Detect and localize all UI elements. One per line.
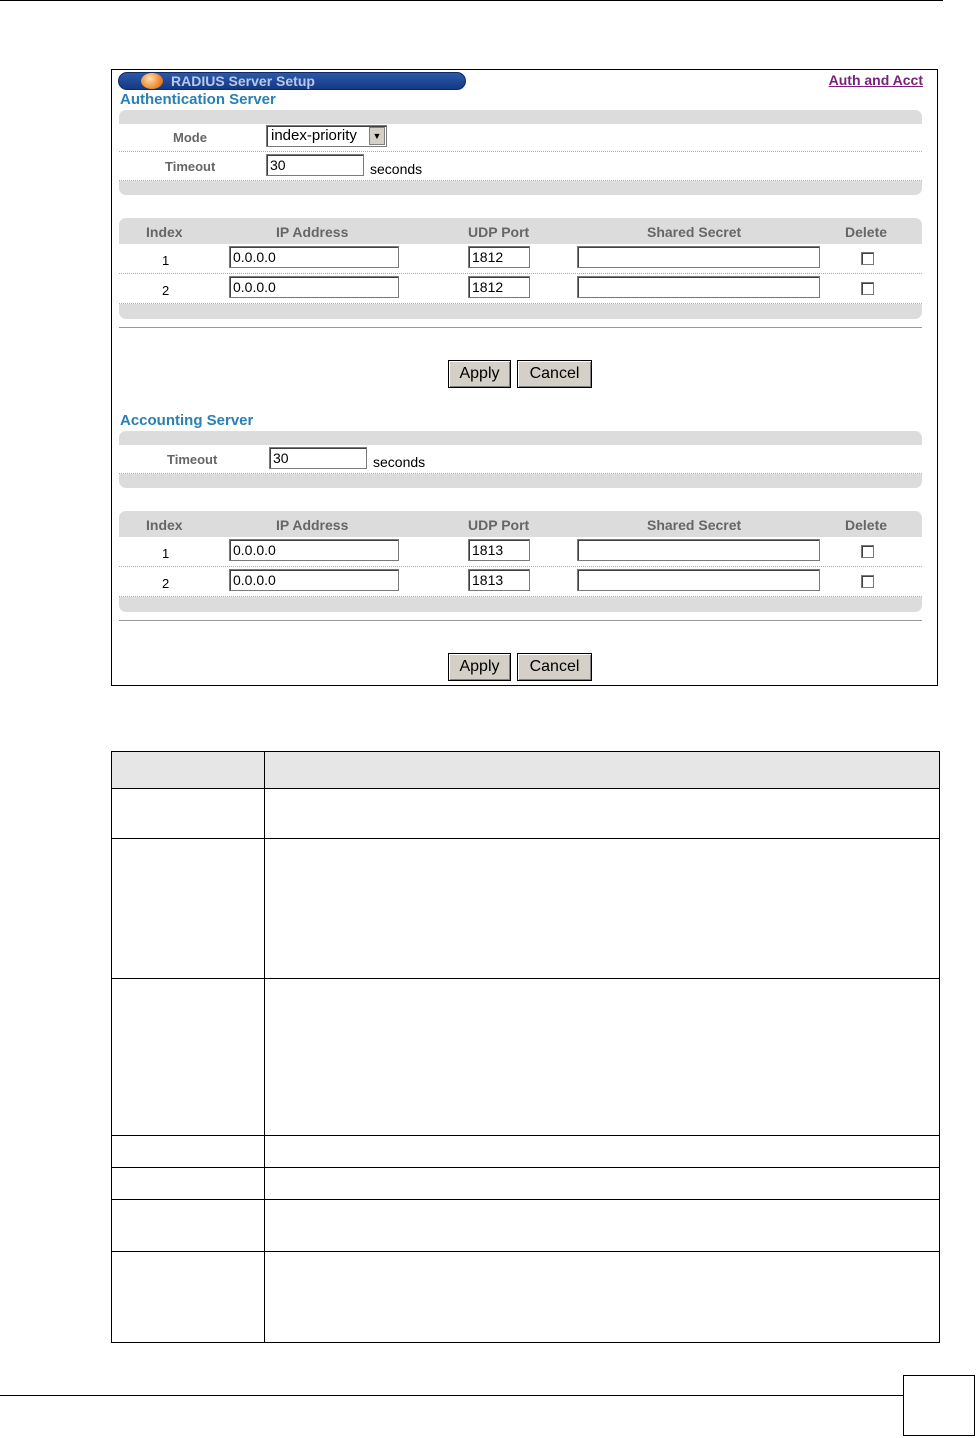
col-shared-secret: Shared Secret (647, 517, 742, 533)
auth-cancel-button[interactable]: Cancel (517, 360, 592, 388)
row-divider (112, 978, 939, 979)
col-shared-secret: Shared Secret (647, 224, 742, 240)
delete-checkbox[interactable] (861, 282, 874, 295)
auth-timeout-input[interactable]: 30 (266, 154, 364, 176)
acct-cancel-button[interactable]: Cancel (517, 653, 592, 681)
col-ip-address: IP Address (276, 517, 349, 533)
acct-settings-panel (119, 431, 922, 488)
col-delete: Delete (845, 517, 888, 533)
delete-checkbox[interactable] (861, 575, 874, 588)
row-index: 1 (162, 253, 170, 268)
delete-checkbox[interactable] (861, 545, 874, 558)
timeout-label: Timeout (165, 159, 216, 174)
auth-settings-panel (119, 110, 922, 195)
col-index: Index (146, 224, 183, 240)
timeout-unit: seconds (370, 161, 423, 177)
col-ip-address: IP Address (276, 224, 349, 240)
column-divider (264, 752, 265, 1342)
timeout-label: Timeout (167, 452, 218, 467)
row-index: 1 (162, 546, 170, 561)
row-divider (112, 1251, 939, 1252)
shared-secret-input[interactable] (577, 569, 820, 591)
shared-secret-input[interactable] (577, 539, 820, 561)
row-divider (112, 1167, 939, 1168)
mode-select-value: index-priority (271, 127, 357, 144)
top-rule (0, 0, 943, 1)
divider (119, 620, 922, 621)
table-header-row (112, 752, 939, 789)
mode-label: Mode (173, 130, 207, 145)
row-divider (112, 1199, 939, 1200)
row-index: 2 (162, 576, 170, 591)
footer-rule (0, 1395, 903, 1396)
col-index: Index (146, 517, 183, 533)
shared-secret-input[interactable] (577, 246, 820, 268)
title-bar (118, 72, 466, 90)
table-row (119, 244, 922, 274)
ip-address-input[interactable]: 0.0.0.0 (229, 569, 399, 591)
table-row (119, 537, 922, 567)
table-row (119, 567, 922, 597)
table-row (119, 274, 922, 304)
divider (119, 327, 922, 328)
shared-secret-input[interactable] (577, 276, 820, 298)
acct-timeout-input[interactable]: 30 (269, 447, 367, 469)
radius-server-setup-screen (111, 69, 938, 686)
chevron-down-icon[interactable]: ▼ (369, 127, 385, 145)
acct-apply-button[interactable]: Apply (448, 653, 511, 681)
title-orb-icon (141, 73, 163, 89)
auth-apply-button[interactable]: Apply (448, 360, 511, 388)
col-delete: Delete (845, 224, 888, 240)
timeout-unit: seconds (373, 454, 426, 470)
accounting-server-heading: Accounting Server (120, 412, 254, 429)
screen-title: RADIUS Server Setup (171, 73, 315, 89)
delete-checkbox[interactable] (861, 252, 874, 265)
col-udp-port: UDP Port (468, 517, 530, 533)
field-description-table (111, 751, 940, 1343)
auth-server-table (119, 218, 922, 319)
udp-port-input[interactable]: 1812 (468, 276, 530, 298)
row-index: 2 (162, 283, 170, 298)
timeout-row (119, 445, 922, 474)
col-udp-port: UDP Port (468, 224, 530, 240)
ip-address-input[interactable]: 0.0.0.0 (229, 539, 399, 561)
ip-address-input[interactable]: 0.0.0.0 (229, 276, 399, 298)
auth-and-acct-link[interactable]: Auth and Acct (828, 72, 923, 88)
acct-server-table (119, 511, 922, 612)
udp-port-input[interactable]: 1813 (468, 569, 530, 591)
row-divider (112, 838, 939, 839)
row-divider (112, 1135, 939, 1136)
udp-port-input[interactable]: 1813 (468, 539, 530, 561)
ip-address-input[interactable]: 0.0.0.0 (229, 246, 399, 268)
mode-select[interactable] (266, 125, 387, 147)
udp-port-input[interactable]: 1812 (468, 246, 530, 268)
timeout-row (119, 152, 922, 181)
mode-row (119, 124, 922, 152)
page-number-box (903, 1375, 975, 1436)
authentication-server-heading: Authentication Server (120, 91, 276, 108)
